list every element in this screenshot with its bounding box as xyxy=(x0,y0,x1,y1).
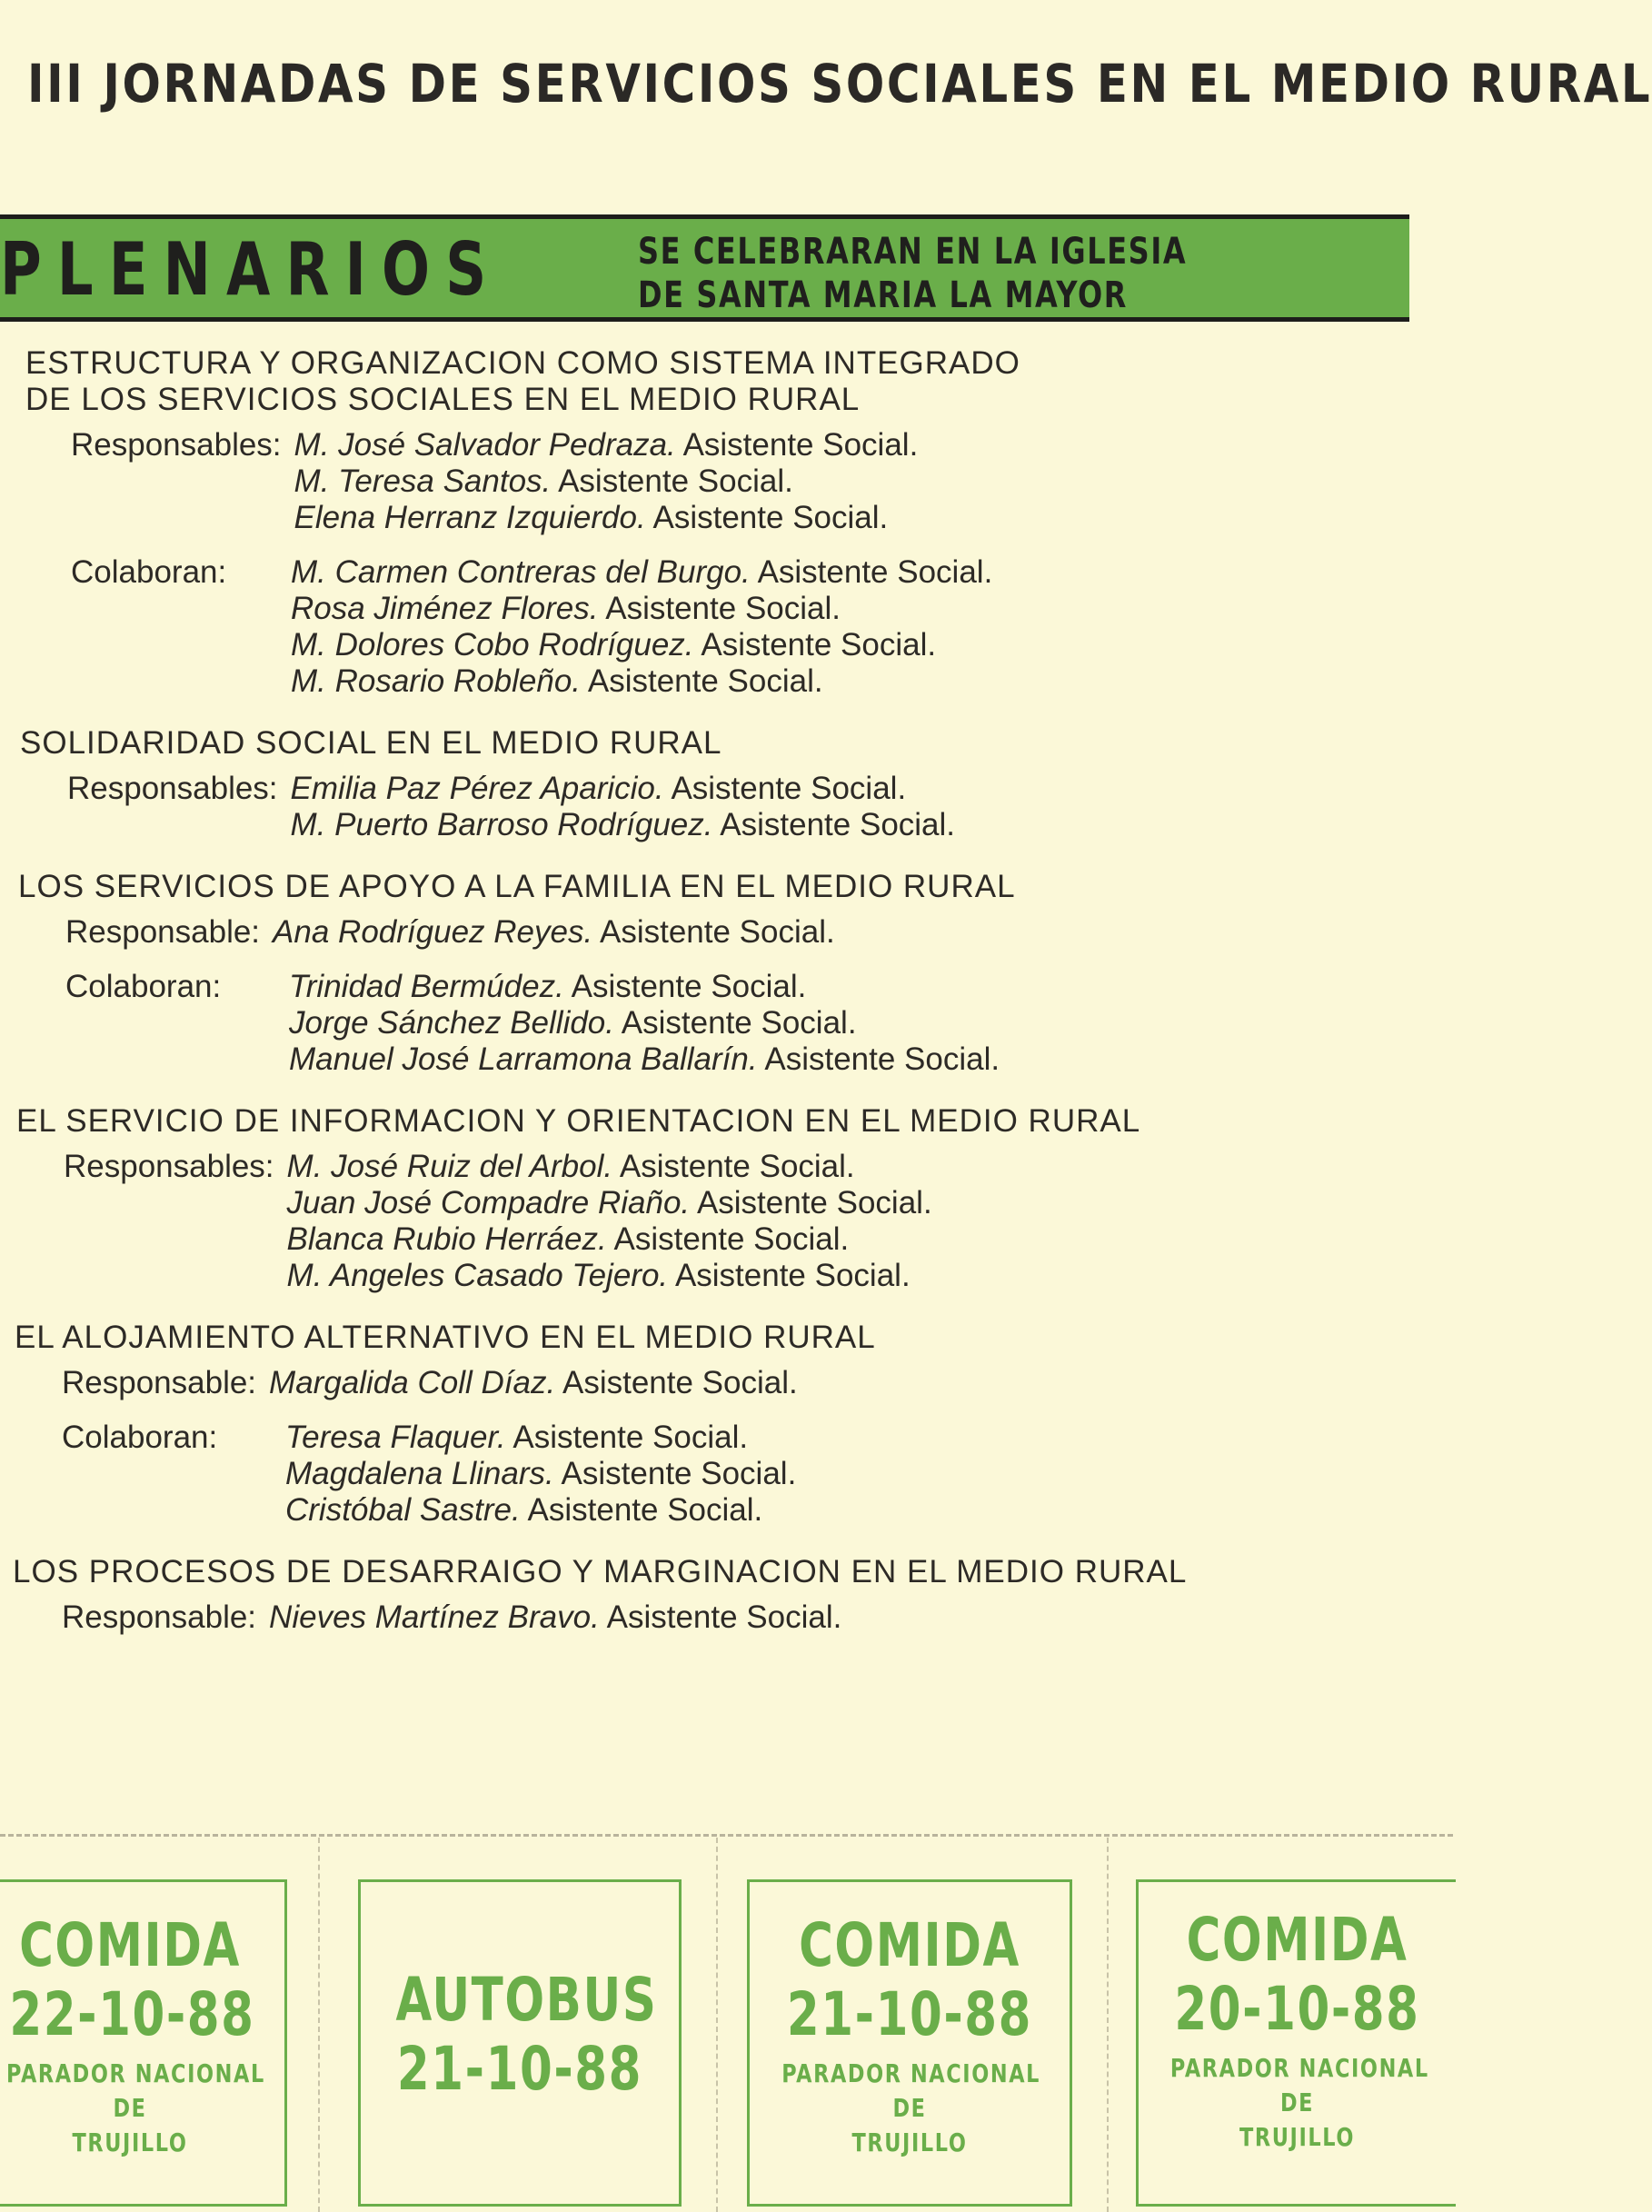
person-name: M. José Ruiz del Arbol. xyxy=(286,1149,613,1184)
person-role: Asistente Social. xyxy=(671,771,907,806)
ticket-date: 22-10-88 xyxy=(9,1979,255,2049)
role-label: Colaboran: xyxy=(62,1420,218,1455)
ticket-venue-town: TRUJILLO xyxy=(851,2127,968,2157)
people-list xyxy=(256,1599,841,1636)
person-name: M. Teresa Santos. xyxy=(294,463,552,499)
ticket-venue-de: DE xyxy=(1279,2087,1315,2117)
role-group xyxy=(15,1420,1418,1529)
plenarios-banner xyxy=(0,214,1409,322)
person-name: Trinidad Bermúdez. xyxy=(289,969,564,1004)
person-entry xyxy=(287,1258,932,1294)
role-label: Responsables: xyxy=(71,427,282,463)
session-block xyxy=(0,345,1418,700)
banner-note-line-2: DE SANTA MARIA LA MAYOR xyxy=(638,274,1128,316)
banner-title: PLENARIOS xyxy=(0,227,503,312)
people-list xyxy=(260,914,835,951)
person-entry xyxy=(289,1041,1000,1078)
session-title xyxy=(20,725,1418,762)
session-title xyxy=(18,869,1418,905)
person-entry xyxy=(287,1185,932,1221)
person-role: Asistente Social. xyxy=(652,500,889,535)
people-list xyxy=(285,1420,796,1529)
person-name: Jorge Sánchez Bellido. xyxy=(289,1005,614,1041)
session-title-line: EL ALOJAMIENTO ALTERNATIVO EN EL MEDIO RURAL xyxy=(15,1320,876,1355)
person-entry xyxy=(285,1492,796,1529)
session-block xyxy=(0,1103,1418,1294)
role-label: Responsable: xyxy=(65,914,261,950)
ticket-type: COMIDA xyxy=(19,1910,241,1980)
ticket-venue: PARADOR NACIONAL xyxy=(1169,2053,1429,2083)
session-title-line: DE LOS SERVICIOS SOCIALES EN EL MEDIO RURAL xyxy=(25,382,861,417)
ticket-venue-de: DE xyxy=(113,2093,147,2123)
tear-off-divider xyxy=(318,1838,320,2212)
meal-ticket xyxy=(747,1879,1072,2207)
role-label: Colaboran: xyxy=(65,969,222,1004)
person-role: Asistente Social. xyxy=(558,463,793,499)
person-name: Teresa Flaquer. xyxy=(285,1420,506,1455)
person-role: Asistente Social. xyxy=(682,427,919,463)
ticket-venue: PARADOR NACIONAL xyxy=(781,2058,1041,2088)
person-entry xyxy=(291,627,992,663)
ticket-date: 20-10-88 xyxy=(1174,1974,1420,2044)
ticket-type: AUTOBUS xyxy=(395,1965,658,2035)
person-name: Cristóbal Sastre. xyxy=(285,1492,521,1528)
banner-note xyxy=(638,230,1187,317)
person-entry xyxy=(294,463,919,500)
person-entry xyxy=(287,1221,932,1258)
people-list xyxy=(278,771,955,843)
meal-ticket xyxy=(1136,1879,1456,2207)
person-name: M. Angeles Casado Tejero. xyxy=(286,1258,669,1293)
ticket-date: 21-10-88 xyxy=(396,2034,643,2104)
role-group xyxy=(13,1599,1418,1636)
role-group xyxy=(25,554,1418,700)
ticket-type: COMIDA xyxy=(1186,1905,1408,1975)
tear-off-divider xyxy=(716,1838,718,2212)
person-entry xyxy=(291,663,992,700)
role-group xyxy=(15,1365,1418,1401)
person-role: Asistente Social. xyxy=(619,1149,855,1184)
person-name: Manuel José Larramona Ballarín. xyxy=(289,1041,758,1077)
session-block xyxy=(0,869,1418,1078)
tear-off-line xyxy=(0,1834,1453,1837)
person-entry xyxy=(291,771,955,807)
role-group xyxy=(18,969,1418,1078)
person-role: Asistente Social. xyxy=(613,1221,850,1257)
role-label: Responsables: xyxy=(67,771,278,806)
meal-ticket xyxy=(0,1879,287,2207)
person-entry xyxy=(269,1599,841,1636)
person-name: Emilia Paz Pérez Aparicio. xyxy=(290,771,664,806)
people-list xyxy=(282,427,919,536)
person-name: M. José Salvador Pedraza. xyxy=(294,427,676,463)
role-label: Colaboran: xyxy=(71,554,227,590)
people-list xyxy=(256,1365,798,1401)
person-entry xyxy=(273,914,835,951)
people-list xyxy=(274,1149,932,1294)
person-role: Asistente Social. xyxy=(720,807,956,842)
role-group xyxy=(20,771,1418,843)
person-entry xyxy=(285,1456,796,1492)
sessions-list xyxy=(0,345,1418,1661)
person-role: Asistente Social. xyxy=(621,1005,857,1041)
person-role: Asistente Social. xyxy=(587,663,823,699)
person-entry xyxy=(287,1149,932,1185)
session-title-line: LOS PROCESOS DE DESARRAIGO Y MARGINACION EN EL MEDIO RURAL xyxy=(13,1554,1188,1589)
person-role: Asistente Social. xyxy=(674,1258,911,1293)
ticket-venue-de: DE xyxy=(892,2093,927,2123)
session-block xyxy=(0,1320,1418,1529)
person-entry xyxy=(294,500,919,536)
person-entry xyxy=(285,1420,796,1456)
person-name: Margalida Coll Díaz. xyxy=(269,1365,556,1400)
person-name: Nieves Martínez Bravo. xyxy=(269,1599,600,1635)
role-group xyxy=(18,914,1418,951)
people-list xyxy=(291,554,992,700)
person-name: Ana Rodríguez Reyes. xyxy=(273,914,593,950)
role-group xyxy=(16,1149,1418,1294)
person-role: Asistente Social. xyxy=(764,1041,1000,1077)
person-name: M. Rosario Robleño. xyxy=(291,663,582,699)
session-title xyxy=(13,1554,1418,1590)
person-name: Elena Herranz Izquierdo. xyxy=(294,500,646,535)
session-title-line: SOLIDARIDAD SOCIAL EN EL MEDIO RURAL xyxy=(20,725,722,761)
person-role: Asistente Social. xyxy=(599,914,835,950)
person-entry xyxy=(291,554,992,591)
person-entry xyxy=(294,427,919,463)
person-entry xyxy=(291,807,955,843)
bus-ticket xyxy=(358,1879,682,2207)
person-role: Asistente Social. xyxy=(561,1456,797,1491)
person-name: Blanca Rubio Herráez. xyxy=(286,1221,607,1257)
page-title: III JORNADAS DE SERVICIOS SOCIALES EN EL MEDIO RURAL xyxy=(27,53,1652,115)
role-label: Responsable: xyxy=(62,1365,257,1400)
person-name: Rosa Jiménez Flores. xyxy=(291,591,599,626)
person-name: M. Dolores Cobo Rodríguez. xyxy=(291,627,694,663)
person-name: M. Carmen Contreras del Burgo. xyxy=(291,554,751,590)
person-entry xyxy=(291,591,992,627)
ticket-venue-town: TRUJILLO xyxy=(1239,2122,1355,2152)
person-role: Asistente Social. xyxy=(701,627,937,663)
person-role: Asistente Social. xyxy=(696,1185,932,1221)
person-role: Asistente Social. xyxy=(527,1492,763,1528)
ticket-type: COMIDA xyxy=(799,1910,1020,1980)
session-title-line: ESTRUCTURA Y ORGANIZACION COMO SISTEMA INTEGRADO xyxy=(25,345,1020,381)
session-title-line: LOS SERVICIOS DE APOYO A LA FAMILIA EN EL MEDIO RURAL xyxy=(18,869,1016,904)
role-group xyxy=(25,427,1418,536)
role-label: Responsables: xyxy=(64,1149,274,1184)
session-title xyxy=(16,1103,1418,1140)
session-title xyxy=(25,345,1418,418)
person-name: Magdalena Llinars. xyxy=(285,1456,554,1491)
people-list xyxy=(289,969,1000,1078)
person-entry xyxy=(269,1365,798,1401)
person-role: Asistente Social. xyxy=(571,969,807,1004)
person-entry xyxy=(289,969,1000,1005)
person-role: Asistente Social. xyxy=(606,1599,842,1635)
tear-off-divider xyxy=(1107,1838,1109,2212)
session-title xyxy=(15,1320,1418,1356)
person-role: Asistente Social. xyxy=(562,1365,798,1400)
person-role: Asistente Social. xyxy=(757,554,993,590)
person-entry xyxy=(289,1005,1000,1041)
ticket-date: 21-10-88 xyxy=(786,1979,1033,2049)
ticket-venue-town: TRUJILLO xyxy=(72,2127,188,2157)
person-name: Juan José Compadre Riaño. xyxy=(286,1185,691,1221)
person-role: Asistente Social. xyxy=(605,591,841,626)
session-block xyxy=(0,1554,1418,1636)
person-role: Asistente Social. xyxy=(513,1420,749,1455)
ticket-venue: PARADOR NACIONAL xyxy=(6,2058,265,2088)
banner-note-line-1: SE CELEBRARAN EN LA IGLESIA xyxy=(638,231,1188,273)
session-title-line: EL SERVICIO DE INFORMACION Y ORIENTACION EN EL MEDIO RURAL xyxy=(16,1103,1141,1139)
session-block xyxy=(0,725,1418,843)
person-name: M. Puerto Barroso Rodríguez. xyxy=(290,807,713,842)
role-label: Responsable: xyxy=(62,1599,257,1635)
